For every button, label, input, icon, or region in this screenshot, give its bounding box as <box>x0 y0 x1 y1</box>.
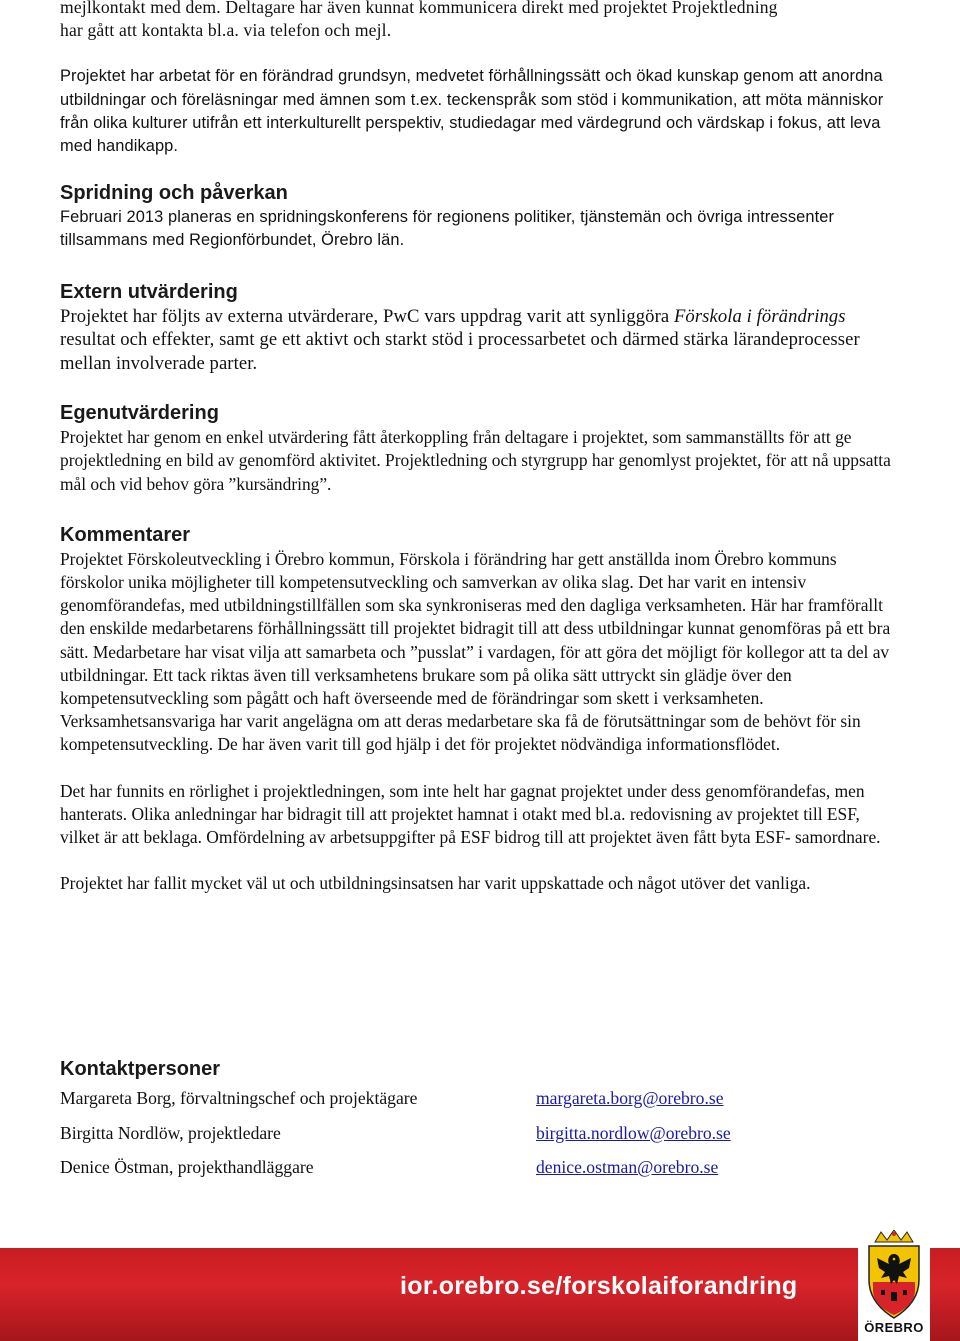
document-body <box>60 0 900 895</box>
contacts-heading: Kontaktpersoner <box>60 1058 221 1080</box>
contact-name: Denice Östman, projekthandläggare <box>60 1157 314 1177</box>
change-paragraph: Projektet har arbetat för en förändrad grundsyn, medvetet förhållningssätt och ökad kunskap genom att anordna utbildningar och föreläsningar med ämnen som t.ex. teckenspråk som stöd i kommunikation, att möta människor från olika kulturer utifrån ett interkulturellt perspektiv, studiedagar med värdegrund och värdskap i fokus, att leva med handikapp. <box>60 67 884 156</box>
contact-row <box>60 1155 900 1190</box>
section-heading-egen: Egenutvärdering <box>60 402 219 425</box>
coat-of-arms-icon <box>861 1230 927 1320</box>
contact-email-link[interactable]: denice.ostman@orebro.se <box>536 1157 719 1177</box>
extern-project-name: Förskola i förändrings <box>673 305 846 327</box>
contact-email-link[interactable]: birgitta.nordlow@orebro.se <box>536 1122 731 1143</box>
contact-name: Margareta Borg, förvaltningschef och projektägare <box>60 1088 418 1108</box>
contact-row <box>60 1121 900 1156</box>
footer-banner <box>0 1248 960 1341</box>
section-heading-kommentarer: Kommentarer <box>60 523 191 546</box>
kommentarer-paragraph-3: Projektet har fallit mycket väl ut och utbildningsinsatsen har varit uppskattade och något utöver det vanliga. <box>60 873 811 894</box>
footer-url[interactable]: ior.orebro.se/forskolaiforandring <box>400 1272 798 1300</box>
egen-paragraph: Projektet har genom en enkel utvärdering fått återkoppling från deltagare i projektet, som sammanställts för att ge projektledning en bild av genomförd aktivitet. Projektledning och styrgrupp har genomlyst projektet, för att nå uppsatta mål och vid behov göra ”kursändring”. <box>60 427 891 494</box>
intro-line-2: har gått att kontakta bl.a. via telefon och mejl. <box>60 20 392 41</box>
extern-text-after: resultat och effekter, samt ge ett aktivt och starkt stöd i processarbetet och därmed stärka lärandeprocesser mellan involverade parter. <box>60 329 860 374</box>
extern-paragraph <box>60 305 900 376</box>
spridning-paragraph: Februari 2013 planeras en spridningskonferens för regionens politiker, tjänstemän och övriga intressenter tillsammans med Regionförbundet, Örebro län. <box>60 208 835 250</box>
kommentarer-paragraph-2: Det har funnits en rörlighet i projektledningen, som inte helt har gagnat projektet under dess genomförandefas, men hanterats. Olika anledningar har bidragit till att projektet hamnat i otakt med bl.a. redovisning av projektet till ESF, vilket är att beklaga. Omfördelning av arbetsuppgifter på ESF bidrog till att projektet även fått byta ESF- samordnare. <box>60 780 881 847</box>
logo-wordmark: ÖREBRO <box>864 1320 924 1335</box>
contact-name: Birgitta Nordlöw, projektledare <box>60 1122 281 1143</box>
contact-row <box>60 1086 900 1121</box>
intro-line-1: mejlkontakt med dem. Deltagare har även kunnat kommunicera direkt med projektet Projektledning <box>60 0 778 17</box>
extern-text-before: Projektet har följts av externa utvärderare, PwC vars uppdrag varit att synliggöra <box>60 305 674 327</box>
section-heading-extern: Extern utvärdering <box>60 280 238 303</box>
orebro-logo <box>858 1226 930 1341</box>
contact-section <box>60 1056 900 1190</box>
contact-email-link[interactable]: margareta.borg@orebro.se <box>536 1088 724 1108</box>
kommentarer-paragraph-1: Projektet Förskoleutveckling i Örebro kommun, Förskola i förändring har gett anställda inom Örebro kommuns förskolor unika möjligheter till kompetensutveckling och samverkan av olika slag. Det har varit en intensiv genomförandefas, med utbildningstillfällen som ska synkroniseras med den dagliga verksamheten. Här har framförallt den enskilde medarbetarens förhållningssätt till projektet bidragit till att dess utbildningar kunnat genomföras på ett bra sätt. Medarbetare har visat vilja att samarbeta och ”pusslat” i vardagen, för att göra det möjligt för kollegor att ta del av utbildningar. Ett tack riktas även till verksamhetens brukare som på olika sätt uttryckt sin glädje över den kompetensutveckling som pågått och haft överseende med de förändringar som skett i verksamheten. Verksamhetsansvariga har varit angelägna om att deras medarbetare ska få de förutsättningar som de behövt för sin kompetensutveckling. De har även varit till god hjälp i det för projektet nödvändiga informationsflödet. <box>60 548 891 755</box>
section-heading-spridning: Spridning och påverkan <box>60 182 288 205</box>
